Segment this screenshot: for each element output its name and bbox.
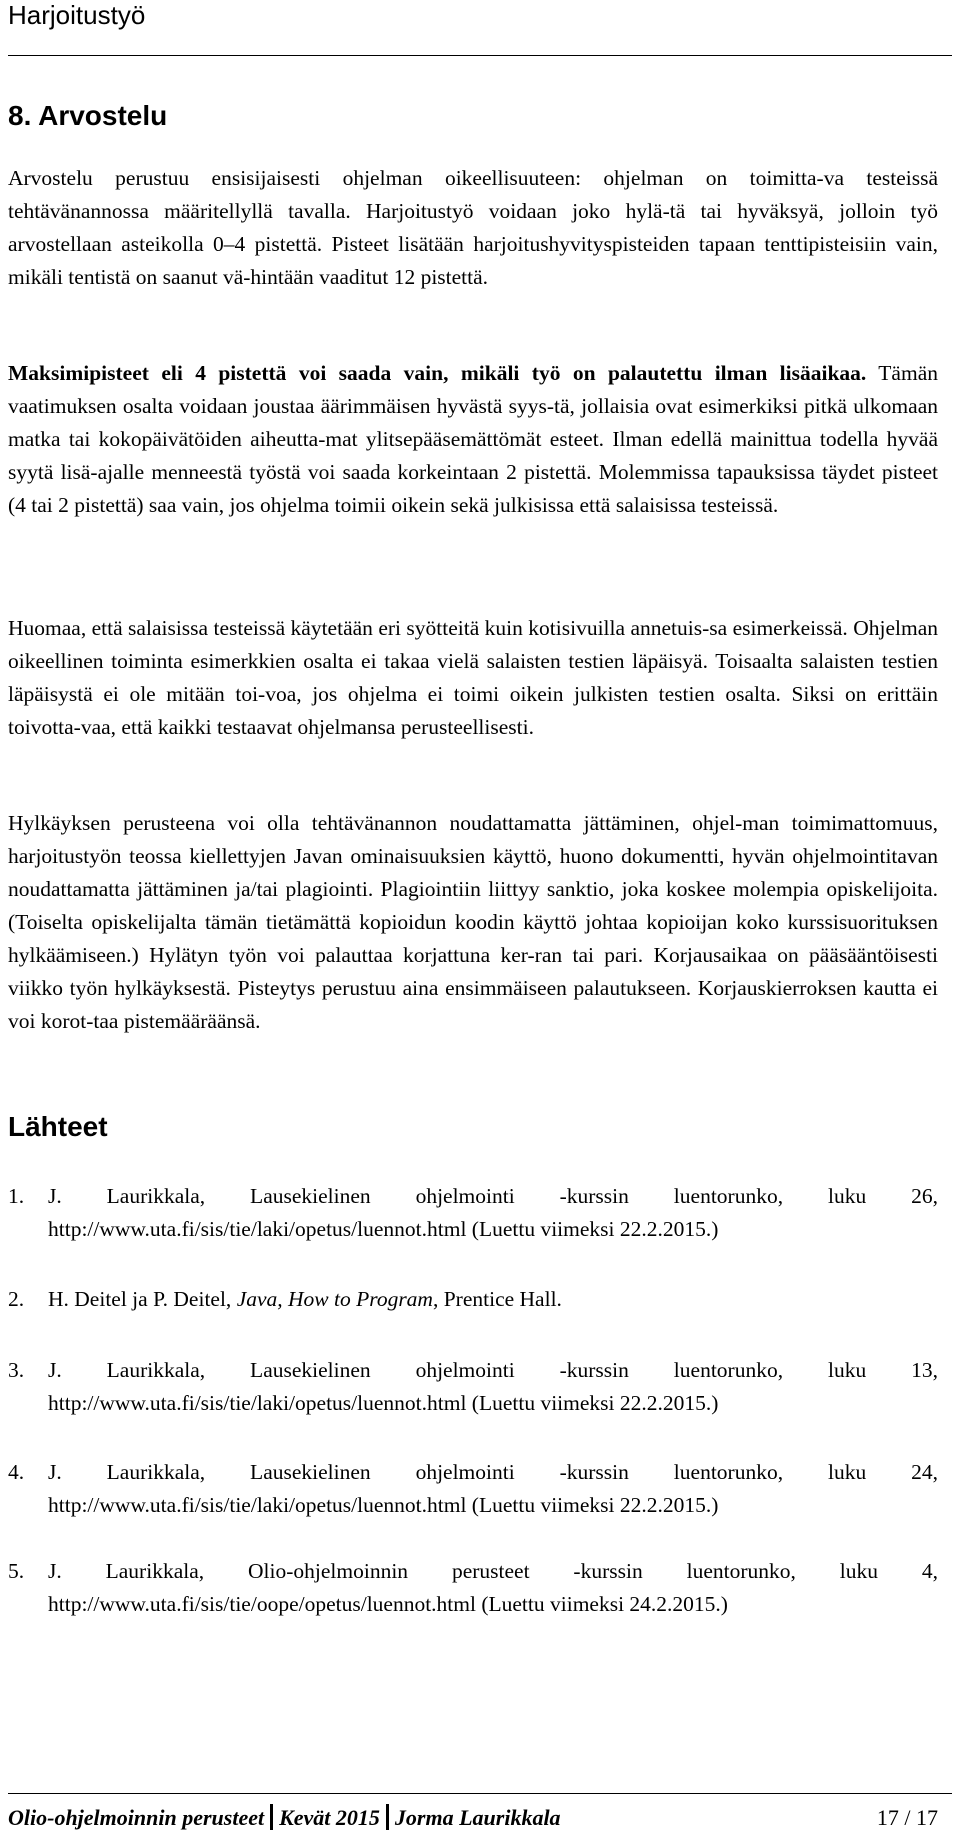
reference-number: 5.	[8, 1559, 25, 1583]
footer-author: Jorma Laurikkala	[394, 1805, 561, 1830]
paragraph-grading-basis: Arvostelu perustuu ensisijaisesti ohjelman oikeellisuuteen: ohjelman on toimitta-va testeissä tehtävänannossa määritellyllä tavalla. Harjoitustyö voidaan joko hylä-tä tai hyväksyä, jolloin työ arvostellaan asteikolla 0–4 pistettä. Pisteet lisätään harjoitushyvityspisteiden tapaan tenttipisteisiin vain, mikäli tentistä on saanut vä-hintään vaaditut 12 pistettä.	[8, 166, 938, 289]
reference-number: 3.	[8, 1358, 25, 1382]
paragraph-max-points	[8, 357, 938, 522]
reference-item	[8, 1283, 938, 1316]
reference-item	[8, 1180, 938, 1246]
section-heading: 8. Arvostelu	[8, 100, 168, 131]
footer-divider	[8, 1793, 952, 1794]
footer-term: Kevät 2015	[279, 1805, 380, 1830]
reference-text: J. Laurikkala, Olio-ohjelmoinnin perusteet -kurssin luentorunko, luku 4, http://www.uta.fi/sis/tie/oope/opetus/luennot.html (Luettu viimeksi 24.2.2015.)	[48, 1559, 938, 1616]
footer-course: Olio-ohjelmoinnin perusteet	[8, 1805, 265, 1830]
reference-book-title: Java, How to Program	[236, 1287, 433, 1311]
reference-item	[8, 1456, 938, 1522]
references-heading: Lähteet	[8, 1111, 108, 1142]
footer-page-number: 17 / 17	[876, 1805, 938, 1830]
paragraph-rejection: Hylkäyksen perusteena voi olla tehtävänannon noudattamatta jättäminen, ohjel-man toimimattomuus, harjoitustyön teossa kiellettyjen Javan ominaisuuksien käyttö, huono dokumentti, hyvän ohjelmointitavan noudattamatta jättäminen ja/tai plagiointi. Plagiointiin liittyy sanktio, joka koskee molempia opiskelijoita. (Toiselta opiskelijalta tämän tietämättä kopioidun koodin käyttö johtaa kopioijan koko kurssisuorituksen hylkäämiseen.) Hylätyn työn voi palauttaa korjattuna ker-ran tai pari. Korjausaikaa on pääsääntöisesti viikko työn hylkäyksestä. Pisteytys perustuu aina ensimmäiseen palautukseen. Korjauskierroksen kautta ei voi korot-taa pistemääräänsä.	[8, 811, 938, 1033]
reference-text: J. Laurikkala, Lausekielinen ohjelmointi -kurssin luentorunko, luku 26, http://www.uta.fi/sis/tie/laki/opetus/luennot.html (Luettu viimeksi 22.2.2015.)	[48, 1184, 938, 1241]
reference-number: 1.	[8, 1184, 25, 1208]
footer-separator	[386, 1804, 389, 1830]
footer-separator	[270, 1804, 273, 1830]
reference-item	[8, 1555, 938, 1621]
reference-item	[8, 1354, 938, 1420]
reference-text: J. Laurikkala, Lausekielinen ohjelmointi -kurssin luentorunko, luku 13, http://www.uta.fi/sis/tie/laki/opetus/luennot.html (Luettu viimeksi 22.2.2015.)	[48, 1358, 938, 1415]
paragraph-max-points-bold: Maksimipisteet eli 4 pistettä voi saada vain, mikäli työ on palautettu ilman lisäaikaa.	[8, 361, 867, 385]
reference-number: 2.	[8, 1287, 25, 1311]
paragraph-secret-tests: Huomaa, että salaisissa testeissä käytetään eri syötteitä kuin kotisivuilla annetuis-sa esimerkeissä. Ohjelman oikeellinen toiminta esimerkkien osalta ei takaa vielä salaisten testien läpäisyä. Toisaalta salaisten testien läpäisystä ei ole mitään toi-voa, jos ohjelma ei toimi oikein julkisten testien osalta. Siksi on erittäin toivotta-vaa, että kaikki testaavat ohjelmansa perusteellisesti.	[8, 616, 938, 739]
reference-authors: H. Deitel ja P. Deitel,	[48, 1287, 237, 1311]
document-header-title: Harjoitustyö	[8, 0, 146, 30]
reference-text	[48, 1283, 938, 1316]
reference-publisher: , Prentice Hall.	[432, 1287, 562, 1311]
header-divider	[8, 55, 952, 56]
paragraph-max-points-rest: Tämän vaatimuksen osalta voidaan joustaa äärimmäisen hyvästä syys-tä, jollaisia ovat esimerkiksi pitkä ulkomaan matka tai kokopäivätöiden aiheutta-mat ylitsepääsemättömät esteet. Ilman edellä mainittua todella hyvää syytä lisä-ajalle menneestä työstä voi saada korkeintaan 2 pistettä. Molemmissa tapauksissa täydet pisteet (4 tai 2 pistettä) saa vain, jos ohjelma toimii oikein sekä julkisissa että salaisissa testeissä.	[8, 361, 938, 517]
reference-number: 4.	[8, 1460, 25, 1484]
page-footer	[8, 1803, 952, 1833]
reference-text: J. Laurikkala, Lausekielinen ohjelmointi -kurssin luentorunko, luku 24, http://www.uta.fi/sis/tie/laki/opetus/luennot.html (Luettu viimeksi 22.2.2015.)	[48, 1460, 938, 1517]
